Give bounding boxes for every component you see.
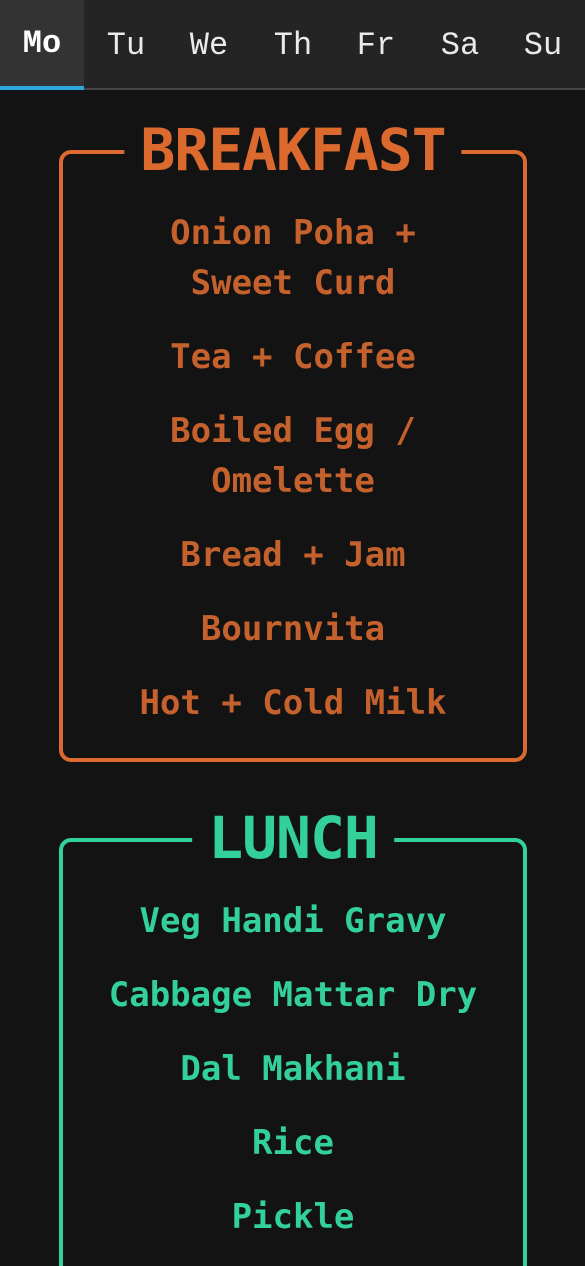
lunch-item: Pickle [231,1197,355,1237]
tab-saturday[interactable]: Sa [440,26,480,64]
breakfast-card [59,116,527,762]
breakfast-item: Boiled Egg / Omelette [170,411,416,501]
tab-wednesday[interactable]: We [189,26,229,64]
lunch-item: Dal Makhani [180,1049,406,1089]
breakfast-item: Hot + Cold Milk [139,683,447,723]
breakfast-item: Onion Poha + Sweet Curd [170,213,416,303]
lunch-item: Veg Handi Gravy [139,901,447,941]
tab-monday[interactable]: Mo [0,0,84,90]
day-tab-bar [0,0,585,90]
lunch-title: LUNCH [192,806,394,870]
breakfast-item: Bournvita [200,609,386,649]
breakfast-item-list [63,154,523,728]
tab-friday[interactable]: Fr [356,26,396,64]
lunch-item: Rice [252,1123,334,1163]
lunch-item: Cabbage Mattar Dry [108,975,478,1015]
tab-sunday[interactable]: Su [523,26,563,64]
breakfast-title: BREAKFAST [124,118,461,182]
tab-thursday[interactable]: Th [273,26,313,64]
breakfast-item: Tea + Coffee [170,337,416,377]
lunch-card [59,804,527,1266]
breakfast-item: Bread + Jam [180,535,406,575]
lunch-item-list [63,842,523,1242]
tab-tuesday[interactable]: Tu [106,26,146,64]
